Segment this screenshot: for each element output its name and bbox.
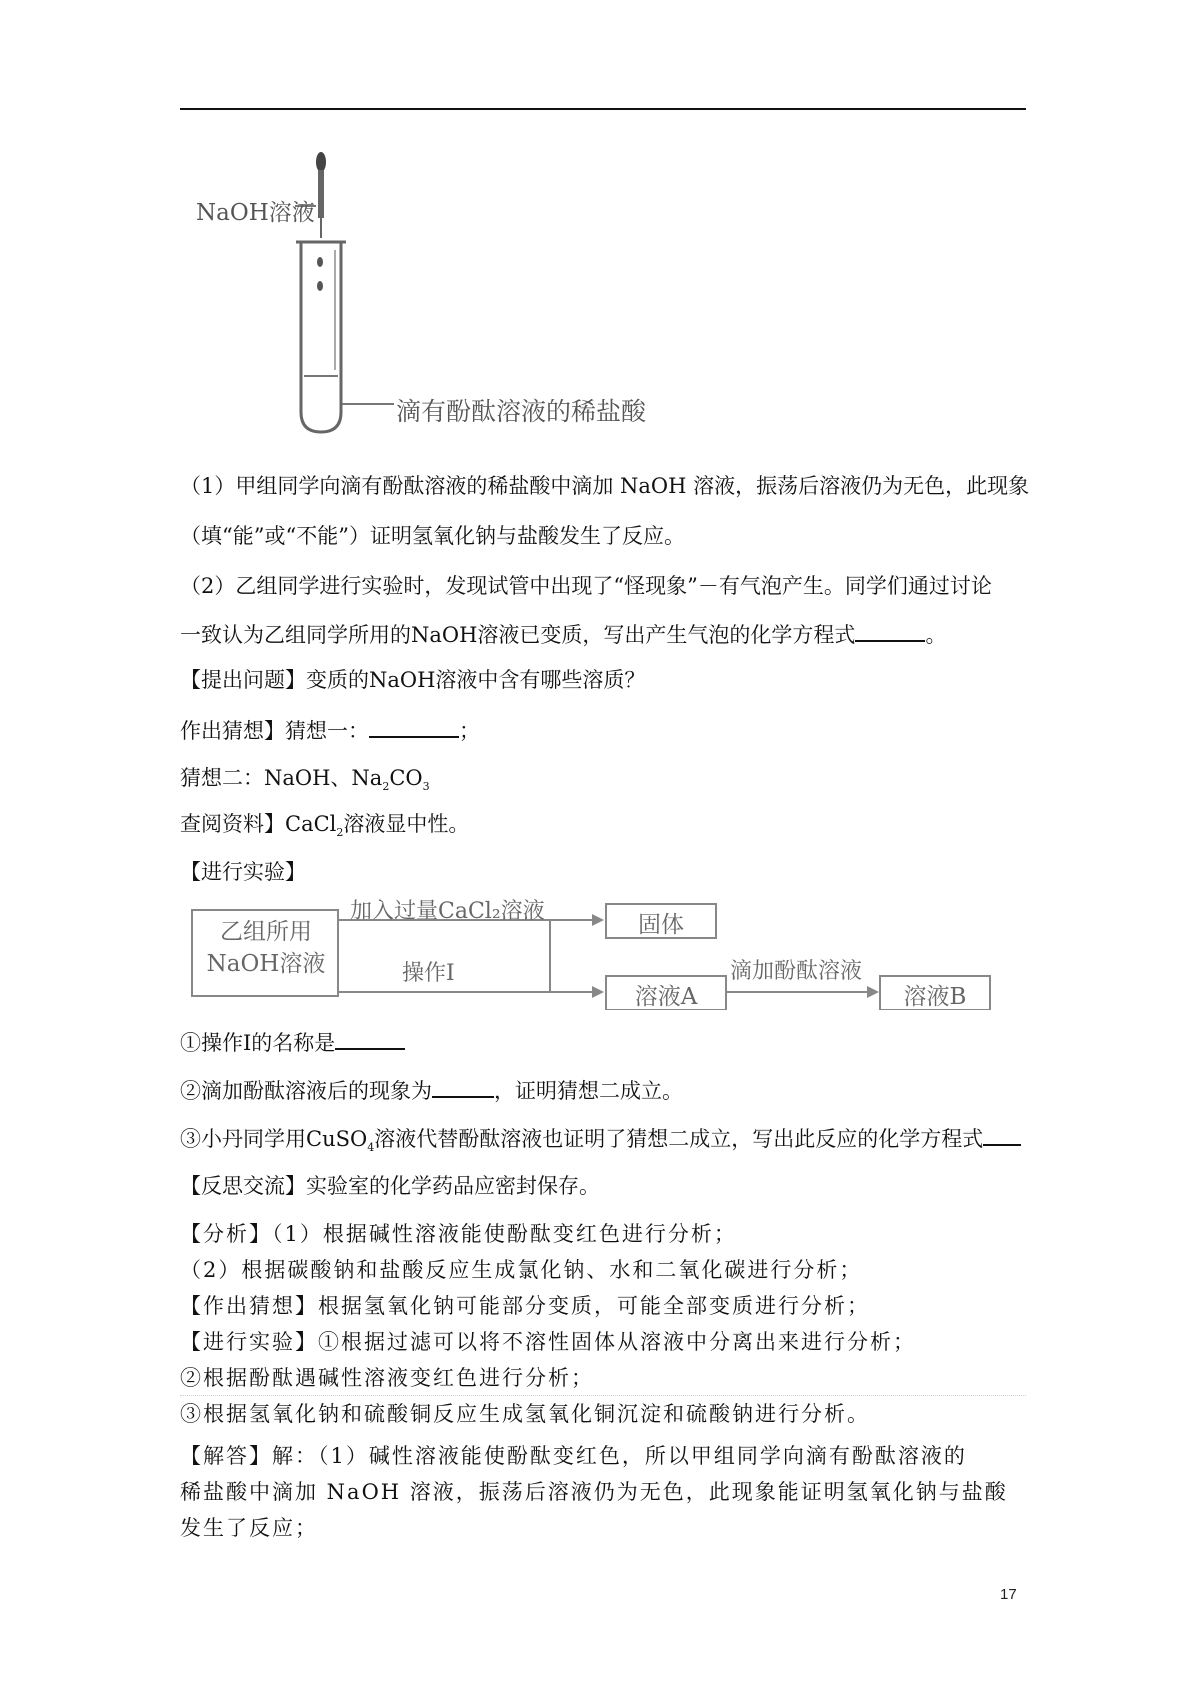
q2-line2-text: 一致认为乙组同学所用的NaOH溶液已变质，写出产生气泡的化学方程式 bbox=[180, 623, 856, 647]
reference-end: 溶液显中性。 bbox=[343, 812, 470, 836]
experiment-heading: 【进行实验】 bbox=[180, 860, 306, 884]
naoh-solution-label: NaOH溶液 bbox=[196, 200, 315, 226]
step-2-end: ，证明猜想二成立。 bbox=[494, 1079, 683, 1103]
step-3 bbox=[180, 1124, 1040, 1162]
step-2 bbox=[180, 1076, 1040, 1105]
subscript: 2 bbox=[382, 780, 390, 794]
drop-1 bbox=[317, 257, 323, 267]
step-2-text: ②滴加酚酞溶液后的现象为 bbox=[180, 1079, 432, 1103]
dropper-bulb bbox=[316, 152, 326, 172]
answer-blank bbox=[432, 1076, 494, 1098]
subscript: 2 bbox=[336, 826, 344, 840]
arrow-head bbox=[592, 986, 604, 998]
reference-info bbox=[180, 810, 1040, 847]
answer-line: 发生了反应； bbox=[180, 1516, 318, 1540]
solid-box: 固体 bbox=[638, 912, 684, 938]
answer-line: 稀盐酸中滴加 NaOH 溶液，振荡后溶液仍为无色，此现象能证明氢氧化钠与盐酸 bbox=[180, 1480, 1008, 1504]
analysis-line: 【分析】（1）根据碱性溶液能使酚酞变红色进行分析； bbox=[180, 1222, 737, 1246]
test-tube-figure bbox=[180, 150, 720, 440]
reflection: 【反思交流】实验室的化学药品应密封保存。 bbox=[180, 1174, 600, 1198]
answer-blank bbox=[369, 716, 459, 738]
step-3-end: 溶液代替酚酞溶液也证明了猜想二成立，写出此反应的化学方程式 bbox=[374, 1127, 984, 1151]
dropper-stem bbox=[318, 170, 324, 218]
answer-blank bbox=[983, 1124, 1021, 1146]
answer-line: 【解答】解：（1）碱性溶液能使酚酞变红色，所以甲组同学向滴有酚酞溶液的 bbox=[180, 1444, 967, 1468]
answer-blank bbox=[335, 1028, 405, 1050]
answer-blank bbox=[855, 620, 925, 642]
solution-b-box: 溶液B bbox=[903, 984, 967, 1010]
q2-line2-end: 。 bbox=[925, 623, 947, 647]
hypothesis-1-text: 作出猜想】猜想一： bbox=[180, 719, 369, 743]
hypothesis-2 bbox=[180, 764, 1040, 801]
hypothesis-1 bbox=[180, 716, 1040, 745]
start-box bbox=[194, 916, 338, 980]
subscript: 4 bbox=[367, 1141, 375, 1155]
page-number: 17 bbox=[1000, 1586, 1017, 1603]
add-phenol-label: 滴加酚酞溶液 bbox=[730, 959, 863, 984]
analysis-line: 【进行实验】①根据过滤可以将不溶性固体从溶液中分离出来进行分析； bbox=[180, 1330, 916, 1354]
arrow-head bbox=[592, 914, 604, 926]
add-reagent-label: 加入过量CaCl₂溶液 bbox=[350, 899, 545, 924]
hypothesis-2-formula: CO bbox=[389, 766, 423, 790]
q1-line1: （1）甲组同学向滴有酚酞溶液的稀盐酸中滴加 NaOH 溶液，振荡后溶液仍为无色，此现象 bbox=[180, 474, 1030, 498]
solution-a-box: 溶液A bbox=[634, 984, 698, 1010]
question-heading: 【提出问题】变质的NaOH溶液中含有哪些溶质？ bbox=[180, 668, 646, 692]
operation-label: 操作Ⅰ bbox=[402, 961, 455, 986]
analysis-line: ②根据酚酞遇碱性溶液变红色进行分析； bbox=[180, 1366, 594, 1390]
reference-text: 查阅资料】CaCl bbox=[180, 812, 337, 836]
q2-line2 bbox=[180, 620, 1040, 649]
experiment-flow-diagram bbox=[190, 900, 1070, 1010]
drop-2 bbox=[317, 281, 323, 291]
q1-line2: （填“能”或“不能”）证明氢氧化钠与盐酸发生了反应。 bbox=[180, 524, 685, 548]
analysis-line: ③根据氢氧化钠和硫酸铜反应生成氢氧化铜沉淀和硫酸钠进行分析。 bbox=[180, 1402, 870, 1426]
hypothesis-1-end: ； bbox=[459, 719, 480, 743]
analysis-line: 【作出猜想】根据氢氧化钠可能部分变质，可能全部变质进行分析； bbox=[180, 1294, 870, 1318]
analysis-line: （2）根据碳酸钠和盐酸反应生成氯化钠、水和二氧化碳进行分析； bbox=[180, 1258, 863, 1282]
hypothesis-2-text: 猜想二：NaOH、Na bbox=[180, 766, 383, 790]
arrow-head bbox=[867, 986, 879, 998]
start-box-line1: 乙组所用 bbox=[220, 919, 312, 945]
step-3-text: ③小丹同学用CuSO bbox=[180, 1127, 368, 1151]
start-box-line2: NaOH溶液 bbox=[206, 951, 326, 977]
subscript: 3 bbox=[422, 780, 430, 794]
acid-solution-label: 滴有酚酞溶液的稀盐酸 bbox=[396, 397, 647, 426]
step-1-text: ①操作Ⅰ的名称是 bbox=[180, 1031, 336, 1055]
step-1 bbox=[180, 1028, 1040, 1057]
dotted-separator bbox=[180, 1395, 1026, 1396]
q2-line1: （2）乙组同学进行实验时，发现试管中出现了“怪现象”－有气泡产生。同学们通过讨论 bbox=[180, 574, 992, 598]
header-rule bbox=[180, 108, 1026, 110]
